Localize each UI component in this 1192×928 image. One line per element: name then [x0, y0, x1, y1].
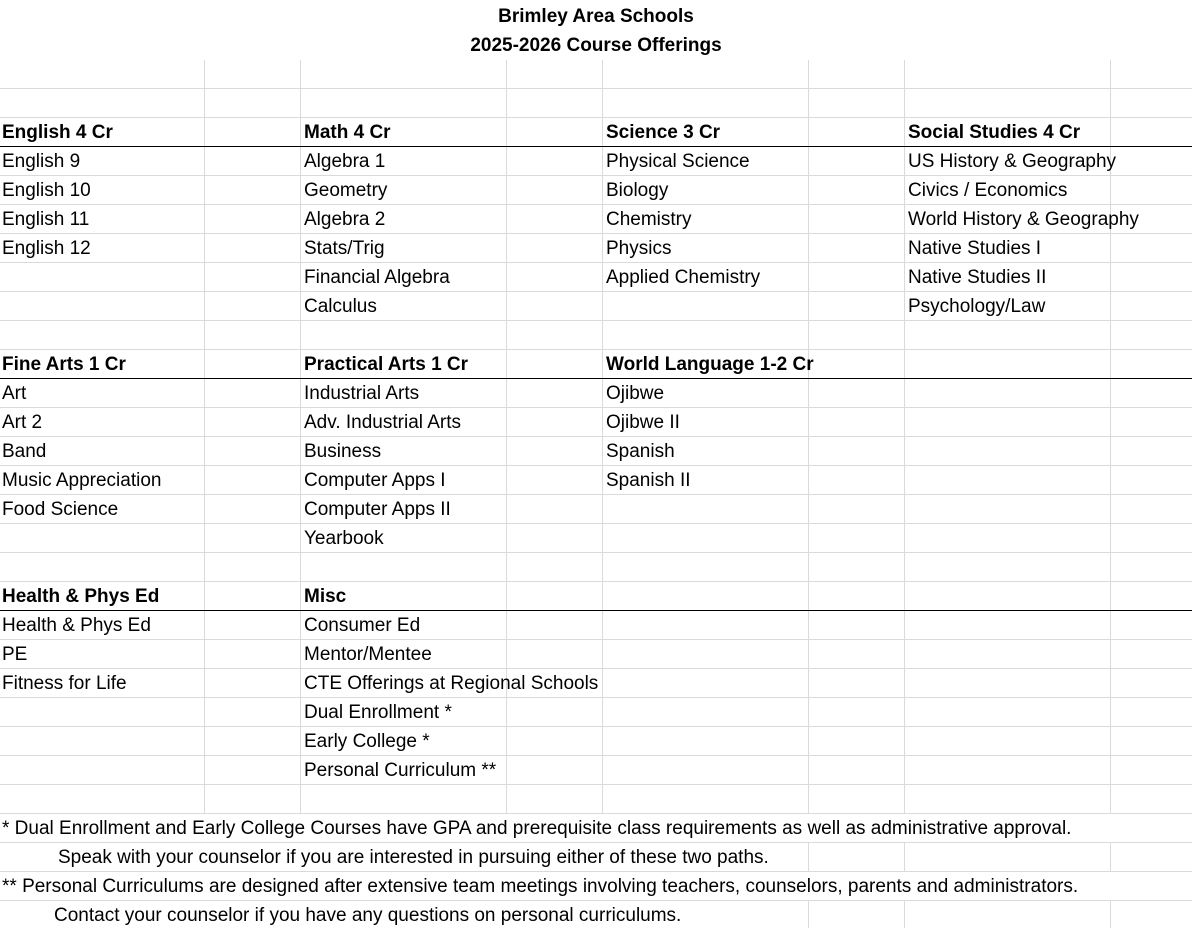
course-cell: Art 2: [2, 412, 43, 433]
gridline-horizontal: [0, 639, 1192, 640]
course-cell: Fitness for Life: [2, 673, 127, 694]
course-cell: Computer Apps II: [304, 499, 451, 520]
gridline-horizontal: [0, 436, 1192, 437]
course-cell: Music Appreciation: [2, 470, 162, 491]
course-cell: Geometry: [304, 180, 388, 201]
footnote-dual-enrollment-detail: Speak with your counselor if you are interested in pursuing either of these two paths.: [58, 847, 769, 868]
course-cell: Native Studies I: [908, 238, 1042, 259]
section-heading-practical-arts: Practical Arts 1 Cr: [304, 354, 469, 375]
gridline-horizontal: [0, 552, 1192, 553]
gridline-horizontal: [0, 581, 1192, 582]
gridline-horizontal: [0, 88, 1192, 89]
course-cell: Ojibwe II: [606, 412, 680, 433]
course-cell: Applied Chemistry: [606, 267, 761, 288]
course-cell: Art: [2, 383, 27, 404]
course-cell: Band: [2, 441, 47, 462]
course-cell: Personal Curriculum **: [304, 760, 497, 781]
gridline-horizontal: [0, 494, 1192, 495]
course-cell: Biology: [606, 180, 669, 201]
footnote-dual-enrollment: * Dual Enrollment and Early College Courses have GPA and prerequisite class requirements as well as administrative approval.: [2, 818, 1072, 839]
footnote-personal-curriculum: ** Personal Curriculums are designed after extensive team meetings involving teachers, counselors, parents and administrators.: [2, 876, 1079, 897]
section-underline: [0, 378, 1192, 379]
course-cell: Algebra 2: [304, 209, 386, 230]
document-title: Brimley Area Schools: [0, 2, 1192, 31]
course-cell: Spanish: [606, 441, 675, 462]
course-cell: Adv. Industrial Arts: [304, 412, 461, 433]
gridline-horizontal: [0, 755, 1192, 756]
course-cell: Business: [304, 441, 382, 462]
course-cell: Calculus: [304, 296, 377, 317]
course-cell: Financial Algebra: [304, 267, 450, 288]
course-cell: Early College *: [304, 731, 430, 752]
course-cell: Spanish II: [606, 470, 691, 491]
section-underline: [0, 610, 1192, 611]
course-cell: Physical Science: [606, 151, 750, 172]
course-cell: Computer Apps I: [304, 470, 446, 491]
course-cell: English 11: [2, 209, 90, 230]
course-cell: Food Science: [2, 499, 119, 520]
gridline-horizontal: [0, 726, 1192, 727]
course-cell: Dual Enrollment *: [304, 702, 452, 723]
course-cell: Ojibwe: [606, 383, 665, 404]
section-heading-science: Science 3 Cr: [606, 122, 721, 143]
section-heading-math: Math 4 Cr: [304, 122, 391, 143]
course-cell: World History & Geography: [908, 209, 1139, 230]
course-cell: Consumer Ed: [304, 615, 421, 636]
course-cell: US History & Geography: [908, 151, 1117, 172]
course-cell: Physics: [606, 238, 672, 259]
course-cell: Health & Phys Ed: [2, 615, 151, 636]
gridline-horizontal: [0, 784, 1192, 785]
course-cell: English 9: [2, 151, 81, 172]
course-cell: Chemistry: [606, 209, 692, 230]
gridline-horizontal: [0, 349, 1192, 350]
course-cell: Mentor/Mentee: [304, 644, 432, 665]
section-heading-health-pe: Health & Phys Ed: [2, 586, 160, 607]
course-cell: PE: [2, 644, 28, 665]
course-cell: Native Studies II: [908, 267, 1047, 288]
course-cell: English 10: [2, 180, 91, 201]
course-cell: Stats/Trig: [304, 238, 385, 259]
gridline-horizontal: [0, 407, 1192, 408]
course-cell: CTE Offerings at Regional Schools: [304, 673, 599, 694]
section-heading-english: English 4 Cr: [2, 122, 113, 143]
footnote-personal-curriculum-detail: Contact your counselor if you have any questions on personal curriculums.: [54, 905, 682, 926]
course-cell: Industrial Arts: [304, 383, 420, 404]
document-subtitle: 2025-2026 Course Offerings: [0, 31, 1192, 60]
section-heading-social-studies: Social Studies 4 Cr: [908, 122, 1081, 143]
section-heading-misc: Misc: [304, 586, 347, 607]
section-heading-fine-arts: Fine Arts 1 Cr: [2, 354, 126, 375]
gridline-horizontal: [0, 523, 1192, 524]
gridline-horizontal: [0, 465, 1192, 466]
course-cell: Algebra 1: [304, 151, 386, 172]
section-heading-world-language: World Language 1-2 Cr: [606, 354, 814, 375]
course-cell: Yearbook: [304, 528, 384, 549]
course-cell: Psychology/Law: [908, 296, 1046, 317]
course-cell: English 12: [2, 238, 91, 259]
course-cell: Civics / Economics: [908, 180, 1068, 201]
